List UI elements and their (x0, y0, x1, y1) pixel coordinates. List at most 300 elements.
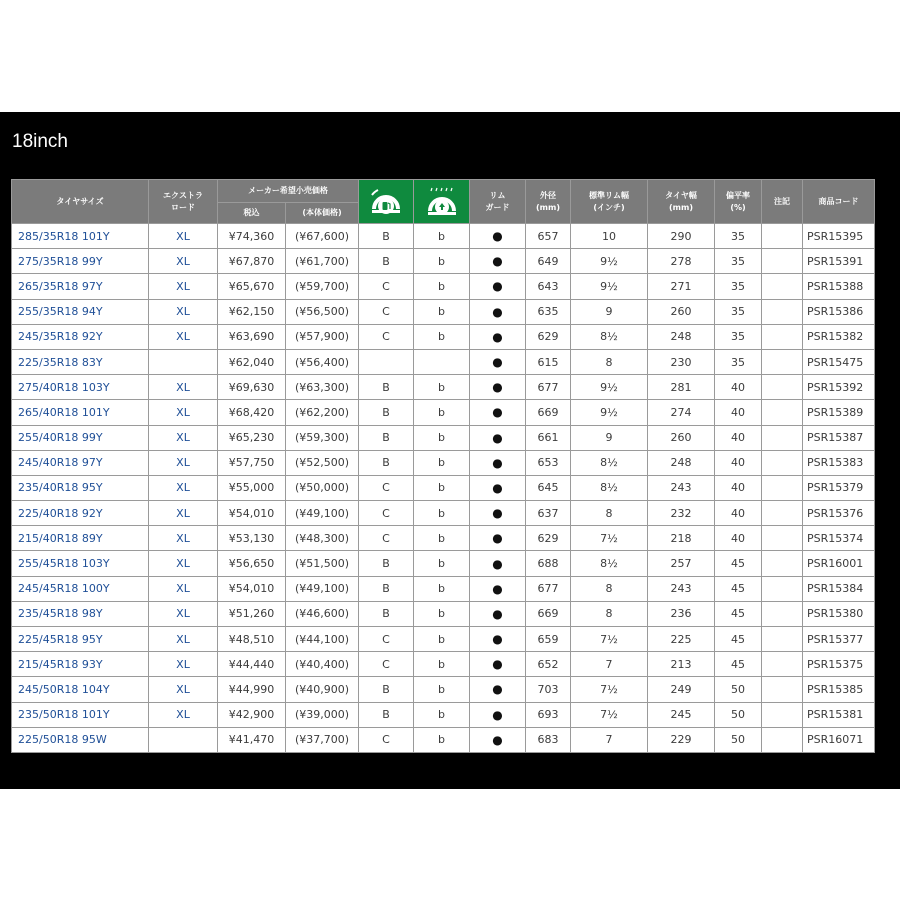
rim-guard-cell: ● (470, 425, 526, 450)
rim-width-cell: 8 (571, 349, 648, 374)
wet-grade-cell: b (414, 224, 470, 249)
price-tax-cell: ¥51,260 (218, 601, 286, 626)
price-base-cell: (¥52,500) (286, 450, 359, 475)
table-row (12, 475, 875, 500)
price-tax-cell: ¥54,010 (218, 501, 286, 526)
rim-guard-cell: ● (470, 475, 526, 500)
tire-width-cell: 243 (648, 475, 715, 500)
price-base-cell: (¥61,700) (286, 249, 359, 274)
tire-size-cell: 235/45R18 98Y (12, 601, 149, 626)
aspect-ratio-cell: 40 (715, 501, 762, 526)
tire-width-cell: 271 (648, 274, 715, 299)
tire-width-cell: 260 (648, 299, 715, 324)
price-tax-cell: ¥65,670 (218, 274, 286, 299)
extra-load-cell: XL (149, 652, 218, 677)
price-tax-cell: ¥56,650 (218, 551, 286, 576)
product-code-cell: PSR15375 (803, 652, 875, 677)
fuel-grade-cell: B (359, 702, 414, 727)
product-code-cell: PSR15384 (803, 576, 875, 601)
price-tax-cell: ¥57,750 (218, 450, 286, 475)
product-code-cell: PSR15383 (803, 450, 875, 475)
header-price-tax-included: 税込 (218, 203, 286, 224)
tire-width-cell: 290 (648, 224, 715, 249)
tire-size-cell: 255/35R18 94Y (12, 299, 149, 324)
note-cell (762, 526, 803, 551)
table-row (12, 576, 875, 601)
header-tire-size: タイヤサイズ (12, 180, 149, 224)
outer-diameter-cell: 657 (526, 224, 571, 249)
rim-width-cell: 9 (571, 299, 648, 324)
price-base-cell: (¥62,200) (286, 400, 359, 425)
header-rim-width-line2: (インチ) (593, 202, 625, 212)
outer-diameter-cell: 637 (526, 501, 571, 526)
price-tax-cell: ¥48,510 (218, 627, 286, 652)
wet-grade-cell: b (414, 274, 470, 299)
fuel-grade-cell (359, 349, 414, 374)
rim-width-cell: 9½ (571, 274, 648, 299)
price-base-cell: (¥63,300) (286, 375, 359, 400)
header-rim-guard-line2: ガード (485, 202, 510, 212)
tire-width-cell: 225 (648, 627, 715, 652)
wet-grade-cell: b (414, 475, 470, 500)
price-tax-cell: ¥41,470 (218, 727, 286, 752)
table-row (12, 324, 875, 349)
extra-load-cell: XL (149, 400, 218, 425)
note-cell (762, 727, 803, 752)
tire-size-cell: 225/40R18 92Y (12, 501, 149, 526)
extra-load-cell: XL (149, 501, 218, 526)
price-tax-cell: ¥62,150 (218, 299, 286, 324)
aspect-ratio-cell: 35 (715, 299, 762, 324)
table-row (12, 375, 875, 400)
rim-guard-cell: ● (470, 349, 526, 374)
fuel-grade-cell: C (359, 324, 414, 349)
outer-diameter-cell: 635 (526, 299, 571, 324)
note-cell (762, 702, 803, 727)
price-base-cell: (¥49,100) (286, 576, 359, 601)
rim-width-cell: 8 (571, 601, 648, 626)
wet-grade-cell: b (414, 702, 470, 727)
header-note: 注記 (762, 180, 803, 224)
fuel-grade-cell: B (359, 677, 414, 702)
wet-grade-cell: b (414, 375, 470, 400)
wet-grade-cell: b (414, 400, 470, 425)
outer-diameter-cell: 688 (526, 551, 571, 576)
note-cell (762, 677, 803, 702)
extra-load-cell: XL (149, 702, 218, 727)
tire-size-cell: 225/45R18 95Y (12, 627, 149, 652)
outer-diameter-cell: 629 (526, 526, 571, 551)
fuel-grade-cell: C (359, 501, 414, 526)
rim-guard-cell: ● (470, 702, 526, 727)
price-base-cell: (¥67,600) (286, 224, 359, 249)
extra-load-cell: XL (149, 324, 218, 349)
table-row (12, 601, 875, 626)
table-row (12, 501, 875, 526)
rim-guard-cell: ● (470, 274, 526, 299)
product-code-cell: PSR15392 (803, 375, 875, 400)
fuel-grade-cell: B (359, 551, 414, 576)
outer-diameter-cell: 645 (526, 475, 571, 500)
wet-grade-cell: b (414, 324, 470, 349)
tire-width-cell: 248 (648, 324, 715, 349)
tire-size-cell: 245/40R18 97Y (12, 450, 149, 475)
price-tax-cell: ¥44,440 (218, 652, 286, 677)
outer-diameter-cell: 693 (526, 702, 571, 727)
aspect-ratio-cell: 35 (715, 324, 762, 349)
table-row (12, 677, 875, 702)
price-tax-cell: ¥54,010 (218, 576, 286, 601)
rim-guard-cell: ● (470, 526, 526, 551)
aspect-ratio-cell: 45 (715, 576, 762, 601)
outer-diameter-cell: 661 (526, 425, 571, 450)
product-code-cell: PSR15385 (803, 677, 875, 702)
fuel-grade-cell: C (359, 727, 414, 752)
tire-width-cell: 249 (648, 677, 715, 702)
outer-diameter-cell: 659 (526, 627, 571, 652)
table-row (12, 652, 875, 677)
wet-grade-cell: b (414, 249, 470, 274)
product-code-cell: PSR15380 (803, 601, 875, 626)
extra-load-cell: XL (149, 475, 218, 500)
header-fuel-efficiency (359, 180, 414, 224)
fuel-grade-cell: B (359, 375, 414, 400)
header-outer-diameter (526, 180, 571, 224)
rim-guard-cell: ● (470, 299, 526, 324)
price-base-cell: (¥59,300) (286, 425, 359, 450)
fuel-grade-cell: C (359, 627, 414, 652)
tire-size-cell: 225/35R18 83Y (12, 349, 149, 374)
product-code-cell: PSR15391 (803, 249, 875, 274)
note-cell (762, 425, 803, 450)
note-cell (762, 324, 803, 349)
extra-load-cell: XL (149, 425, 218, 450)
table-row (12, 727, 875, 752)
table-row (12, 627, 875, 652)
rim-width-cell: 9 (571, 425, 648, 450)
aspect-ratio-cell: 45 (715, 627, 762, 652)
section-title: 18inch (12, 131, 68, 152)
price-base-cell: (¥56,400) (286, 349, 359, 374)
rim-guard-cell: ● (470, 450, 526, 475)
fuel-grade-cell: B (359, 425, 414, 450)
extra-load-cell: XL (149, 249, 218, 274)
header-aspect-ratio-line2: (%) (730, 202, 746, 212)
aspect-ratio-cell: 50 (715, 677, 762, 702)
rim-guard-cell: ● (470, 576, 526, 601)
tire-spec-table (11, 179, 875, 753)
product-code-cell: PSR15388 (803, 274, 875, 299)
outer-diameter-cell: 703 (526, 677, 571, 702)
aspect-ratio-cell: 40 (715, 450, 762, 475)
price-base-cell: (¥40,900) (286, 677, 359, 702)
extra-load-cell: XL (149, 551, 218, 576)
tire-size-cell: 245/50R18 104Y (12, 677, 149, 702)
note-cell (762, 224, 803, 249)
fuel-grade-cell: C (359, 526, 414, 551)
header-tire-width-line1: タイヤ幅 (665, 190, 697, 200)
extra-load-cell: XL (149, 601, 218, 626)
header-tire-width (648, 180, 715, 224)
tire-width-cell: 248 (648, 450, 715, 475)
header-rim-width-line1: 標準リム幅 (589, 190, 629, 200)
fuel-grade-cell: B (359, 601, 414, 626)
header-wet-grip (414, 180, 470, 224)
tire-spec-panel (0, 112, 900, 789)
wet-grade-cell: b (414, 450, 470, 475)
price-tax-cell: ¥65,230 (218, 425, 286, 450)
header-outer-diameter-line2: (mm) (536, 202, 560, 212)
wet-grade-cell: b (414, 677, 470, 702)
outer-diameter-cell: 683 (526, 727, 571, 752)
fuel-grade-cell: C (359, 299, 414, 324)
extra-load-cell (149, 727, 218, 752)
outer-diameter-cell: 653 (526, 450, 571, 475)
note-cell (762, 299, 803, 324)
extra-load-cell: XL (149, 677, 218, 702)
header-aspect-ratio-line1: 偏平率 (726, 190, 750, 200)
outer-diameter-cell: 669 (526, 601, 571, 626)
price-tax-cell: ¥44,990 (218, 677, 286, 702)
header-aspect-ratio (715, 180, 762, 224)
aspect-ratio-cell: 45 (715, 601, 762, 626)
tire-width-cell: 260 (648, 425, 715, 450)
tire-width-cell: 236 (648, 601, 715, 626)
note-cell (762, 652, 803, 677)
table-row (12, 349, 875, 374)
rim-guard-cell: ● (470, 400, 526, 425)
price-base-cell: (¥39,000) (286, 702, 359, 727)
tire-width-cell: 281 (648, 375, 715, 400)
tire-size-cell: 255/40R18 99Y (12, 425, 149, 450)
rim-guard-cell: ● (470, 501, 526, 526)
tire-width-cell: 229 (648, 727, 715, 752)
price-tax-cell: ¥42,900 (218, 702, 286, 727)
fuel-grade-cell: B (359, 400, 414, 425)
product-code-cell: PSR15389 (803, 400, 875, 425)
aspect-ratio-cell: 50 (715, 727, 762, 752)
product-code-cell: PSR15395 (803, 224, 875, 249)
table-row (12, 702, 875, 727)
price-tax-cell: ¥62,040 (218, 349, 286, 374)
fuel-grade-cell: C (359, 652, 414, 677)
note-cell (762, 450, 803, 475)
note-cell (762, 375, 803, 400)
fuel-efficiency-label-icon (369, 187, 403, 217)
tire-size-cell: 215/40R18 89Y (12, 526, 149, 551)
table-row (12, 551, 875, 576)
header-rim-guard (470, 180, 526, 224)
header-product-code: 商品コード (803, 180, 875, 224)
table-row (12, 425, 875, 450)
header-price: メーカー希望小売価格 (218, 180, 359, 203)
outer-diameter-cell: 649 (526, 249, 571, 274)
header-extra-load (149, 180, 218, 224)
header-extra-load-line2: ロード (171, 202, 195, 212)
rim-width-cell: 8 (571, 501, 648, 526)
rim-width-cell: 8½ (571, 450, 648, 475)
table-row (12, 274, 875, 299)
wet-grade-cell: b (414, 727, 470, 752)
aspect-ratio-cell: 40 (715, 475, 762, 500)
tire-width-cell: 218 (648, 526, 715, 551)
tire-width-cell: 245 (648, 702, 715, 727)
outer-diameter-cell: 677 (526, 576, 571, 601)
rim-width-cell: 10 (571, 224, 648, 249)
fuel-grade-cell: B (359, 450, 414, 475)
price-base-cell: (¥46,600) (286, 601, 359, 626)
rim-guard-cell: ● (470, 249, 526, 274)
wet-grade-cell: b (414, 627, 470, 652)
note-cell (762, 400, 803, 425)
fuel-grade-cell: B (359, 576, 414, 601)
header-price-base: (本体価格) (286, 203, 359, 224)
table-row (12, 450, 875, 475)
header-rim-width (571, 180, 648, 224)
fuel-grade-cell: B (359, 224, 414, 249)
wet-grade-cell: b (414, 652, 470, 677)
rim-width-cell: 9½ (571, 249, 648, 274)
extra-load-cell: XL (149, 274, 218, 299)
aspect-ratio-cell: 45 (715, 652, 762, 677)
aspect-ratio-cell: 40 (715, 526, 762, 551)
aspect-ratio-cell: 50 (715, 702, 762, 727)
rim-width-cell: 7½ (571, 677, 648, 702)
extra-load-cell: XL (149, 450, 218, 475)
note-cell (762, 576, 803, 601)
rim-width-cell: 8 (571, 576, 648, 601)
rim-width-cell: 9½ (571, 375, 648, 400)
extra-load-cell: XL (149, 526, 218, 551)
wet-grade-cell: b (414, 526, 470, 551)
outer-diameter-cell: 677 (526, 375, 571, 400)
tire-size-cell: 245/35R18 92Y (12, 324, 149, 349)
table-row (12, 526, 875, 551)
wet-grip-label-icon (425, 187, 459, 217)
wet-grade-cell: b (414, 551, 470, 576)
price-base-cell: (¥37,700) (286, 727, 359, 752)
table-row (12, 224, 875, 249)
extra-load-cell: XL (149, 224, 218, 249)
fuel-grade-cell: C (359, 475, 414, 500)
aspect-ratio-cell: 35 (715, 249, 762, 274)
product-code-cell: PSR15377 (803, 627, 875, 652)
tire-width-cell: 278 (648, 249, 715, 274)
rim-width-cell: 7½ (571, 627, 648, 652)
outer-diameter-cell: 643 (526, 274, 571, 299)
rim-width-cell: 7½ (571, 702, 648, 727)
outer-diameter-cell: 615 (526, 349, 571, 374)
product-code-cell: PSR15379 (803, 475, 875, 500)
tire-width-cell: 232 (648, 501, 715, 526)
tire-size-cell: 265/40R18 101Y (12, 400, 149, 425)
aspect-ratio-cell: 35 (715, 274, 762, 299)
rim-guard-cell: ● (470, 375, 526, 400)
rim-guard-cell: ● (470, 652, 526, 677)
outer-diameter-cell: 629 (526, 324, 571, 349)
outer-diameter-cell: 652 (526, 652, 571, 677)
outer-diameter-cell: 669 (526, 400, 571, 425)
tire-size-cell: 265/35R18 97Y (12, 274, 149, 299)
note-cell (762, 349, 803, 374)
price-base-cell: (¥40,400) (286, 652, 359, 677)
rim-guard-cell: ● (470, 224, 526, 249)
rim-guard-cell: ● (470, 727, 526, 752)
tire-width-cell: 257 (648, 551, 715, 576)
price-base-cell: (¥59,700) (286, 274, 359, 299)
note-cell (762, 551, 803, 576)
price-base-cell: (¥48,300) (286, 526, 359, 551)
tire-size-cell: 235/50R18 101Y (12, 702, 149, 727)
rim-guard-cell: ● (470, 601, 526, 626)
tire-width-cell: 230 (648, 349, 715, 374)
product-code-cell: PSR15374 (803, 526, 875, 551)
price-base-cell: (¥49,100) (286, 501, 359, 526)
price-tax-cell: ¥67,870 (218, 249, 286, 274)
price-base-cell: (¥50,000) (286, 475, 359, 500)
price-tax-cell: ¥55,000 (218, 475, 286, 500)
rim-guard-cell: ● (470, 324, 526, 349)
extra-load-cell (149, 349, 218, 374)
fuel-grade-cell: B (359, 249, 414, 274)
rim-width-cell: 7 (571, 652, 648, 677)
rim-guard-cell: ● (470, 677, 526, 702)
rim-guard-cell: ● (470, 627, 526, 652)
tire-size-cell: 285/35R18 101Y (12, 224, 149, 249)
tire-size-cell: 235/40R18 95Y (12, 475, 149, 500)
wet-grade-cell: b (414, 601, 470, 626)
wet-grade-cell: b (414, 576, 470, 601)
price-base-cell: (¥44,100) (286, 627, 359, 652)
note-cell (762, 501, 803, 526)
aspect-ratio-cell: 35 (715, 224, 762, 249)
table-row (12, 249, 875, 274)
header-rim-guard-line1: リム (489, 190, 506, 200)
fuel-grade-cell: C (359, 274, 414, 299)
tire-size-cell: 225/50R18 95W (12, 727, 149, 752)
note-cell (762, 627, 803, 652)
wet-grade-cell: b (414, 299, 470, 324)
aspect-ratio-cell: 40 (715, 425, 762, 450)
product-code-cell: PSR15386 (803, 299, 875, 324)
price-base-cell: (¥56,500) (286, 299, 359, 324)
price-tax-cell: ¥69,630 (218, 375, 286, 400)
tire-width-cell: 213 (648, 652, 715, 677)
rim-width-cell: 8½ (571, 551, 648, 576)
price-tax-cell: ¥68,420 (218, 400, 286, 425)
rim-width-cell: 9½ (571, 400, 648, 425)
tire-rows (12, 224, 875, 753)
tire-size-cell: 275/40R18 103Y (12, 375, 149, 400)
note-cell (762, 249, 803, 274)
extra-load-cell: XL (149, 576, 218, 601)
tire-size-cell: 255/45R18 103Y (12, 551, 149, 576)
price-base-cell: (¥57,900) (286, 324, 359, 349)
price-tax-cell: ¥74,360 (218, 224, 286, 249)
price-tax-cell: ¥63,690 (218, 324, 286, 349)
header-tire-width-line2: (mm) (669, 202, 693, 212)
wet-grade-cell: b (414, 501, 470, 526)
rim-width-cell: 7 (571, 727, 648, 752)
table-row (12, 400, 875, 425)
extra-load-cell: XL (149, 375, 218, 400)
tire-width-cell: 243 (648, 576, 715, 601)
aspect-ratio-cell: 45 (715, 551, 762, 576)
extra-load-cell: XL (149, 627, 218, 652)
tire-width-cell: 274 (648, 400, 715, 425)
price-base-cell: (¥51,500) (286, 551, 359, 576)
tire-size-cell: 245/45R18 100Y (12, 576, 149, 601)
